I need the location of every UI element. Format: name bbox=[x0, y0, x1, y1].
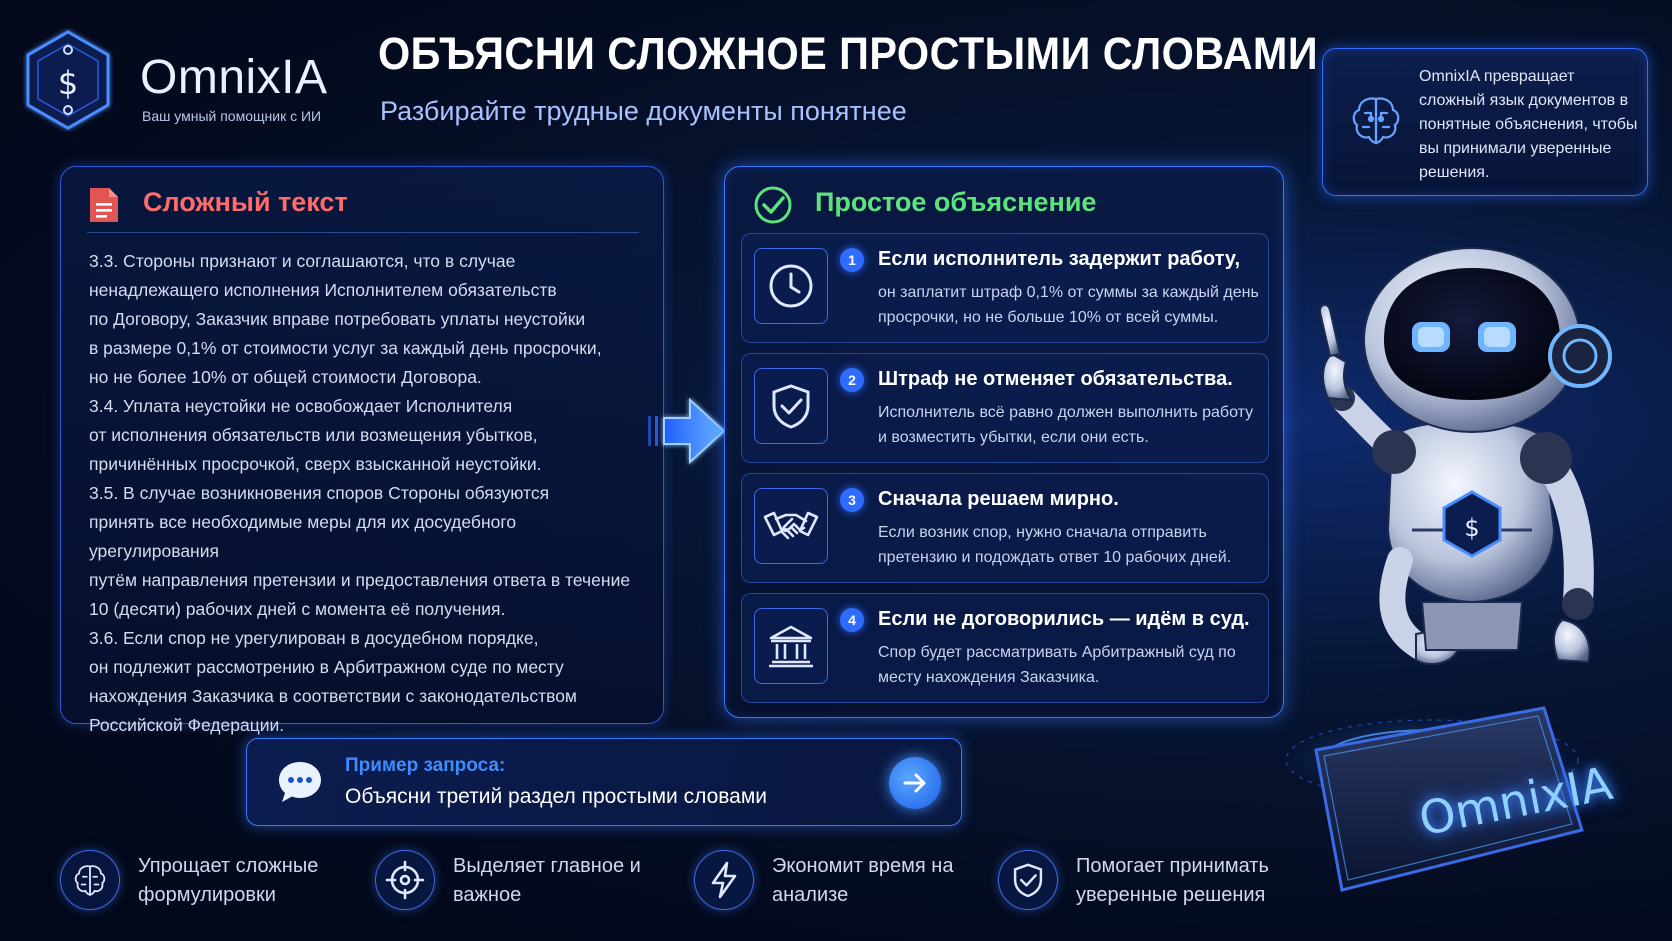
shield-check-icon bbox=[998, 850, 1058, 910]
card-title: Если исполнитель задержит работу, bbox=[878, 248, 1241, 270]
text-line: 3.5. В случае возникновения споров Стороны обязуются bbox=[89, 483, 550, 503]
card-title: Штраф не отменяет обязательства. bbox=[878, 368, 1233, 390]
document-icon bbox=[87, 185, 121, 225]
text-line: он подлежит рассмотрению в Арбитражном суде по месту bbox=[89, 657, 564, 677]
card-text: Если возник спор, нужно сначала отправить претензию и подождать ответ 10 рабочих дней. bbox=[878, 524, 1232, 566]
send-button[interactable] bbox=[889, 757, 941, 809]
logo-badge bbox=[22, 28, 114, 132]
svg-text:$: $ bbox=[1464, 514, 1480, 542]
card-text: Спор будет рассматривать Арбитражный суд по месту нахождения Заказчика. bbox=[878, 644, 1236, 686]
step-number: 1 bbox=[840, 248, 864, 272]
brand-tagline: Ваш умный помощник с ИИ bbox=[142, 108, 322, 124]
card-title: Сначала решаем мирно. bbox=[878, 488, 1119, 510]
text-line: по Договору, Заказчик вправе потребовать уплаты неустойки bbox=[89, 309, 586, 329]
page-title: ОБЪЯСНИ СЛОЖНОЕ ПРОСТЫМИ СЛОВАМИ bbox=[378, 28, 1319, 79]
card-title: Если не договорились — идём в суд. bbox=[878, 608, 1250, 630]
simple-explanation-panel bbox=[724, 166, 1284, 718]
info-text: OmnixIA превращает сложный язык документов в понятные объяснения, чтобы вы принимали уверенные решения. bbox=[1419, 68, 1638, 181]
text-line: но не более 10% от общей стоимости Договора. bbox=[89, 367, 482, 387]
card-text: он заплатит штраф 0,1% от суммы за каждый день просрочки, но не больше 10% от всей суммы. bbox=[878, 284, 1259, 326]
shield-check-icon bbox=[754, 368, 828, 444]
feature-simplify bbox=[60, 846, 360, 916]
crosshair-icon bbox=[375, 850, 435, 910]
courthouse-icon bbox=[754, 608, 828, 684]
arrow-right-icon bbox=[901, 769, 929, 797]
brand-plate-text: OmnixIA bbox=[1414, 755, 1617, 847]
text-line: 3.3. Стороны признают и соглашаются, что в случае bbox=[89, 251, 516, 271]
feature-text: Упрощает сложные формулировки bbox=[138, 855, 319, 906]
text-line: путём направления претензии и предоставления ответа в течение bbox=[89, 570, 631, 590]
chat-bubble-icon bbox=[275, 757, 325, 807]
explanation-card-2 bbox=[741, 353, 1269, 463]
text-line: 3.4. Уплата неустойки не освобождает Исполнителя bbox=[89, 396, 513, 416]
brand-name: OmnixIA bbox=[140, 51, 328, 104]
arrow-right-icon bbox=[646, 394, 728, 468]
brain-icon bbox=[1345, 89, 1407, 151]
complex-text-body bbox=[89, 247, 649, 740]
card-text: Исполнитель всё равно должен выполнить работу и возместить убытки, если они есть. bbox=[878, 404, 1254, 446]
text-line: нахождения Заказчика в соответствии с законодательством bbox=[89, 686, 577, 706]
svg-text:$: $ bbox=[57, 64, 79, 102]
brain-icon bbox=[60, 850, 120, 910]
explanation-card-4 bbox=[741, 593, 1269, 703]
text-line: Российской Федерации. bbox=[89, 715, 285, 735]
text-line: принять все необходимые меры для их досудебного урегулирования bbox=[89, 512, 517, 561]
lightning-icon bbox=[694, 850, 754, 910]
feature-text: Помогает принимать уверенные решения bbox=[1076, 855, 1269, 906]
text-line: ненадлежащего исполнения Исполнителем обязательств bbox=[89, 280, 557, 300]
feature-text: Выделяет главное и важное bbox=[453, 855, 641, 906]
feature-highlight bbox=[375, 846, 675, 916]
text-line: 3.6. Если спор не урегулирован в досудебном порядке, bbox=[89, 628, 539, 648]
check-circle-icon bbox=[753, 185, 793, 225]
example-request-bar[interactable] bbox=[246, 738, 962, 826]
simple-explanation-title: Простое объяснение bbox=[815, 187, 1097, 217]
text-line: в размере 0,1% от стоимости услуг за каждый день просрочки, bbox=[89, 338, 602, 358]
complex-text-panel bbox=[60, 166, 664, 735]
text-line: от исполнения обязательств или возмещения убытков, bbox=[89, 425, 538, 445]
divider bbox=[87, 232, 639, 233]
text-line: 10 (десяти) рабочих дней с момента её получения. bbox=[89, 599, 506, 619]
feature-confident-decisions bbox=[998, 846, 1298, 916]
request-label: Пример запроса: bbox=[345, 755, 506, 776]
clock-icon bbox=[754, 248, 828, 324]
complex-text-title: Сложный текст bbox=[143, 187, 348, 217]
explanation-card-1 bbox=[741, 233, 1269, 343]
explanation-card-3 bbox=[741, 473, 1269, 583]
request-text: Объясни третий раздел простыми словами bbox=[345, 785, 768, 808]
handshake-icon bbox=[754, 488, 828, 564]
step-number: 4 bbox=[840, 608, 864, 632]
step-number: 2 bbox=[840, 368, 864, 392]
info-box bbox=[1322, 48, 1648, 196]
step-number: 3 bbox=[840, 488, 864, 512]
feature-text: Экономит время на анализе bbox=[772, 855, 954, 906]
feature-save-time bbox=[694, 846, 994, 916]
page-subtitle: Разбирайте трудные документы понятнее bbox=[380, 96, 907, 126]
text-line: причинённых просрочкой, сверх взысканной неустойки. bbox=[89, 454, 542, 474]
